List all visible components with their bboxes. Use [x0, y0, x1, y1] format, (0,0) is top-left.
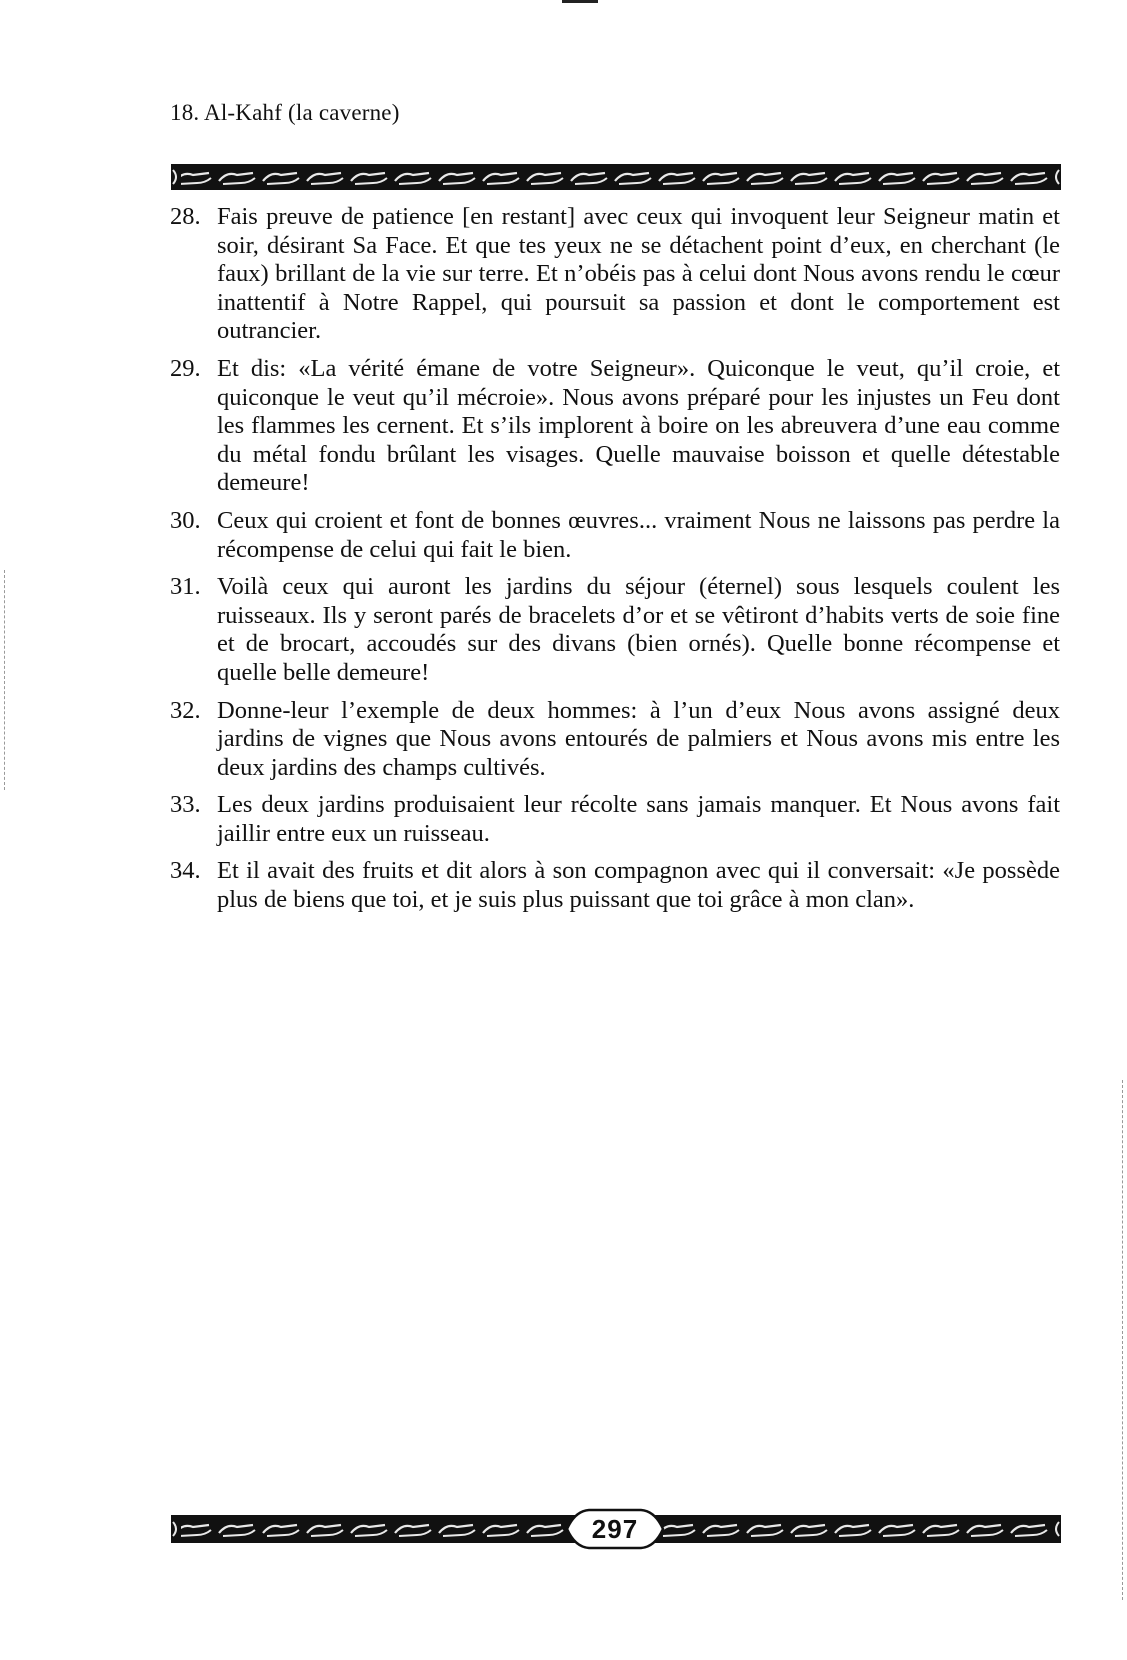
verse-number: 30.	[170, 506, 201, 534]
verse-text: Et il avait des fruits et dit alors à son compagnon avec qui il conversait: «Je possède plus de biens que toi, et je suis plus puissant que toi grâce à mon clan».	[217, 857, 1060, 914]
ornament-pattern-top	[171, 164, 1061, 190]
right-margin-mark	[1122, 1080, 1124, 1600]
verse-text: Ceux qui croient et font de bonnes œuvres... vraiment Nous ne laissons pas perdre la récompense de celui qui fait le bien.	[217, 506, 1060, 563]
verse-31	[170, 573, 1060, 687]
verse-32	[170, 697, 1060, 783]
verse-text: Et dis: «La vérité émane de votre Seigneur». Quiconque le veut, qu’il croie, et quiconque le veut qu’il mécroie». Nous avons préparé pour les injustes un Feu dont les flammes les cernent. Et s’ils implorent à boire on les abreuvera d’une eau comme du métal fondu brûlant les visages. Quelle mauvaise boisson et quelle détestable demeure!	[217, 354, 1060, 497]
verse-number: 32.	[170, 696, 201, 724]
verse-text: Voilà ceux qui auront les jardins du séjour (éternel) sous lesquels coulent les ruisseaux. Ils y seront parés de bracelets d’or et se vêtiront d’habits verts de soie fine et de brocart, accoudés sur des divans (bien ornés). Quelle bonne récompense et quelle belle demeure!	[217, 573, 1060, 686]
verse-30	[170, 507, 1060, 564]
verse-33	[170, 791, 1060, 848]
ornamental-band-top	[171, 164, 1061, 190]
verse-number: 33.	[170, 791, 201, 819]
left-margin-mark	[4, 570, 6, 790]
verse-number: 31.	[170, 573, 201, 601]
page-number: 297	[591, 1514, 639, 1544]
verse-number: 28.	[170, 203, 201, 230]
verse-34	[170, 857, 1060, 914]
chapter-header: 18. Al-Kahf (la caverne)	[170, 100, 400, 125]
verse-list	[170, 203, 1060, 924]
verse-number: 34.	[170, 857, 201, 885]
page-number-cartouche	[565, 1507, 665, 1551]
verse-text: Les deux jardins produisaient leur récolte sans jamais manquer. Et Nous avons fait jaillir entre eux un ruisseau.	[217, 791, 1060, 847]
top-crop-mark	[562, 0, 598, 3]
verse-number: 29.	[170, 354, 201, 382]
verse-text: Fais preuve de patience [en restant] avec ceux qui invoquent leur Seigneur matin et soir, désirant Sa Face. Et que tes yeux ne se détachent point d’eux, en cherchant (le faux) brillant de la vie sur terre. Et n’obéis pas à celui dont Nous avons rendu le cœur inattentif à Notre Rappel, qui poursuit sa passion et dont le comportement est outrancier.	[217, 203, 1060, 345]
verse-text: Donne-leur l’exemple de deux hommes: à l’un d’eux Nous avons assigné deux jardins de vignes que Nous avons entourés de palmiers et Nous avons mis entre les deux jardins des champs cultivés.	[217, 696, 1060, 781]
verse-29	[170, 355, 1060, 498]
verse-28	[170, 203, 1060, 346]
